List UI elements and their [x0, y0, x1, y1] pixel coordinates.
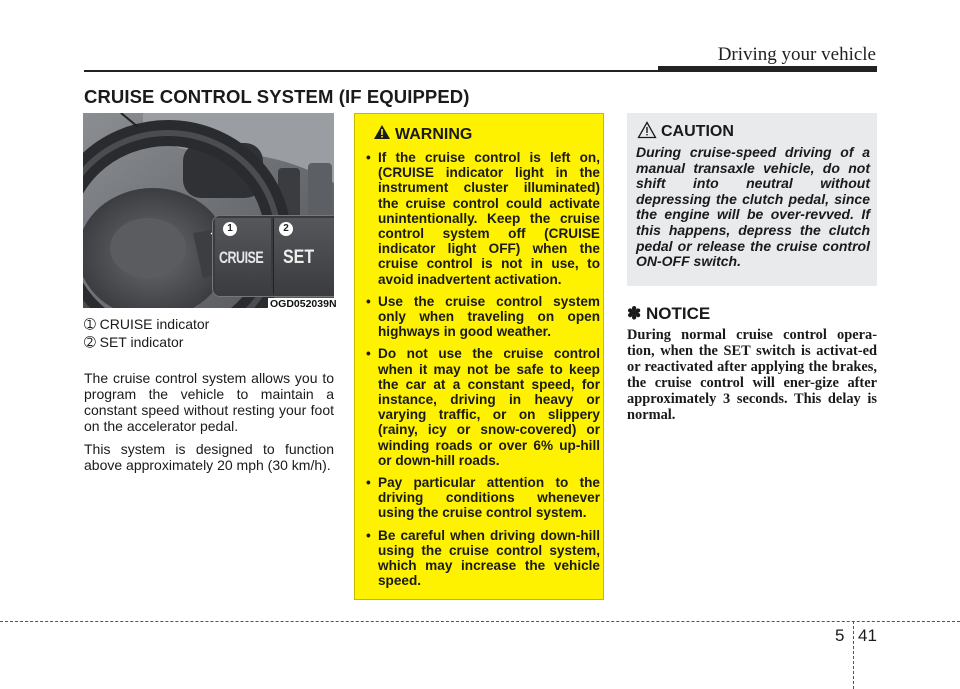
warning-title: WARNING	[395, 126, 473, 143]
header-rule-accent	[658, 66, 877, 72]
switch-inset	[212, 215, 334, 297]
notice-title: ✽ NOTICE	[627, 304, 711, 323]
warning-box	[354, 113, 604, 600]
warning-item: • If the cruise control is left on, (CRUISE indicator light in the instrument cluster illuminated) the cruise control could activate unintentionally. Keep the cruise control system off (CRUISE indicator light OFF) when the cruise control is not in use, to avoid inadvertent activation.	[366, 150, 600, 287]
section-title: CRUISE CONTROL SYSTEM (IF EQUIPPED)	[84, 86, 470, 107]
footer-rule	[0, 621, 960, 622]
callout-1-badge: 1	[223, 222, 237, 236]
footer-divider	[853, 621, 854, 689]
callout-2-badge: 2	[279, 222, 293, 236]
warning-list	[366, 150, 600, 595]
chapter-number: 5	[835, 626, 845, 645]
page-number: 41	[858, 626, 877, 645]
caption-set-indicator: ➁ SET indicator	[84, 334, 184, 350]
running-header: Driving your vehicle	[717, 44, 876, 65]
body-paragraph-1: The cruise control system allows you to program the vehicle to maintain a constant speed without resting your foot on the accelerator pedal.	[84, 370, 334, 434]
caution-box	[627, 113, 877, 286]
warning-item: • Be careful when driving down-hill using the cruise control system, which may increase the vehicle speed.	[366, 528, 600, 589]
set-button-label: SET	[283, 247, 315, 268]
caution-title: CAUTION	[661, 123, 734, 140]
caption-cruise-indicator: ➀ CRUISE indicator	[84, 316, 210, 332]
caution-triangle-icon	[637, 121, 657, 139]
figure-code: OGD052039N	[270, 298, 337, 310]
warning-triangle-icon	[373, 124, 391, 140]
caution-text: During cruise-speed driving of a manual transaxle vehicle, do not shift into neutral without depressing the clutch pedal, since the engine will be over-revved. If this happens, depress the clutch pedal or release the cruise control ON-OFF switch.	[636, 144, 870, 270]
warning-item: • Use the cruise control system only when traveling on open highways in good weather.	[366, 294, 600, 340]
notice-text: During normal cruise control opera-tion, when the SET switch is activat-ed or reactivated after applying the brakes, the cruise control will ener-gize after approximately 3 seconds. This delay is normal.	[627, 327, 877, 423]
warning-item: • Do not use the cruise control when it may not be safe to keep the car at a constant speed, for instance, driving in heavy or varying traffic, or on slippery (rainy, icy or snow-covered) or winding roads or over 6% up-hill or down-hill roads.	[366, 346, 600, 468]
steering-wheel-figure	[83, 113, 334, 308]
body-paragraph-2: This system is designed to function above approximately 20 mph (30 km/h).	[84, 441, 334, 473]
warning-item: • Pay particular attention to the driving conditions whenever using the cruise control system.	[366, 475, 600, 521]
cruise-button-label: CRUISE	[219, 248, 264, 268]
